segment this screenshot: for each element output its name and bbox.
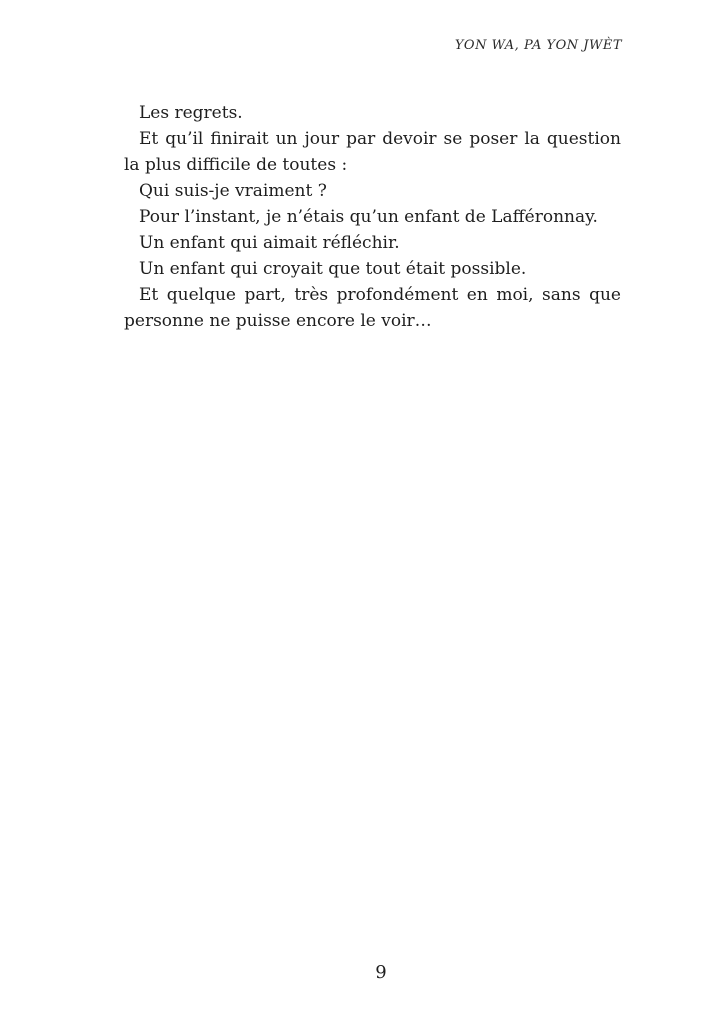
paragraph: Les regrets. — [139, 103, 243, 123]
paragraph: Un enfant qui croyait que tout était possible. — [139, 259, 527, 279]
paragraph: Pour l’instant, je n’étais qu’un enfant de Lafféronnay. — [139, 207, 598, 227]
paragraph: Un enfant qui aimait réfléchir. — [139, 233, 400, 253]
paragraph: Et qu’il finirait un jour par devoir se poser la question la plus difficile de toutes : — [124, 129, 621, 175]
page-number: 9 — [375, 962, 387, 983]
running-header: YON WA, PA YON JWÈT — [454, 38, 622, 53]
body-text — [124, 100, 621, 334]
paragraph: Et quelque part, très profondément en moi, sans que personne ne puisse encore le voir… — [124, 285, 621, 331]
paragraph: Qui suis-je vraiment ? — [139, 181, 327, 201]
